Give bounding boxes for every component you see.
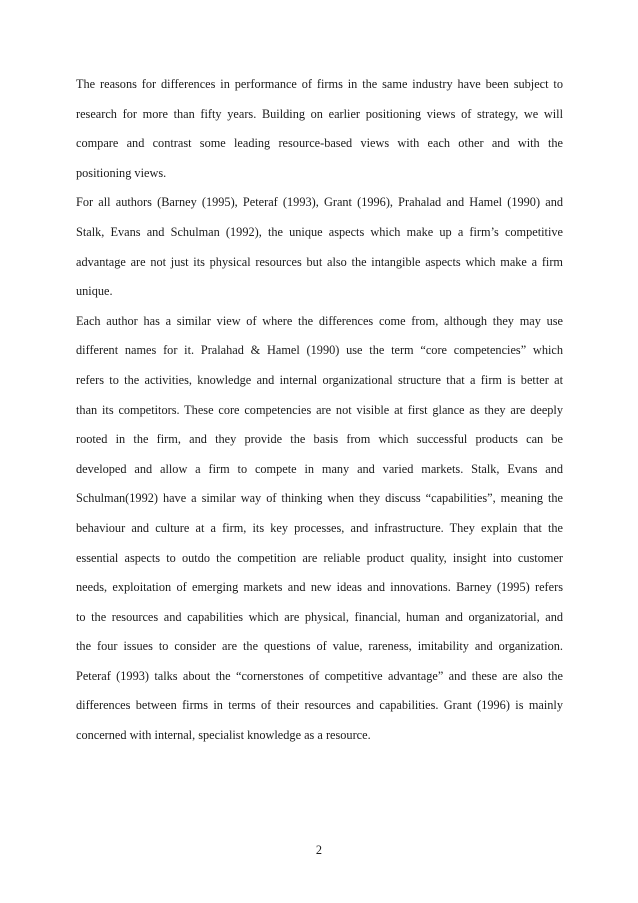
text-line: unique. bbox=[76, 284, 113, 299]
text-line: than its competitors. These core competencies are not visible at first glance as they are deeply bbox=[76, 402, 563, 417]
text-line: developed and allow a firm to compete in many and varied markets. Stalk, Evans and bbox=[76, 461, 563, 476]
text-line: Stalk, Evans and Schulman (1992), the unique aspects which make up a firm’s competitive bbox=[76, 224, 563, 239]
text-line: behaviour and culture at a firm, its key processes, and infrastructure. They explain that the bbox=[76, 520, 563, 535]
text-line: The reasons for differences in performance of firms in the same industry have been subject to bbox=[76, 77, 563, 91]
text-line: concerned with internal, specialist knowledge as a resource. bbox=[76, 728, 371, 743]
body-text bbox=[76, 70, 563, 751]
paragraph-1 bbox=[76, 70, 563, 188]
text-line: For all authors (Barney (1995), Peteraf (1993), Grant (1996), Prahalad and Hamel (1990) and bbox=[76, 195, 563, 210]
text-line: essential aspects to outdo the competition are reliable product quality, insight into customer bbox=[76, 550, 563, 565]
text-line: to the resources and capabilities which are physical, financial, human and organizatorial, and bbox=[76, 609, 563, 624]
text-line: positioning views. bbox=[76, 165, 167, 180]
text-line: needs, exploitation of emerging markets and new ideas and innovations. Barney (1995) refers bbox=[76, 580, 563, 595]
text-line: different names for it. Pralahad & Hamel (1990) use the term “core competencies” which bbox=[76, 343, 563, 358]
text-line: rooted in the firm, and they provide the basis from which successful products can be bbox=[76, 432, 563, 447]
text-line: differences between firms in terms of their resources and capabilities. Grant (1996) is mainly bbox=[76, 698, 563, 713]
text-line: the four issues to consider are the questions of value, rareness, imitability and organization. bbox=[76, 639, 563, 654]
text-line: compare and contrast some leading resource-based views with each other and with the bbox=[76, 136, 563, 151]
text-line: Each author has a similar view of where the differences come from, although they may use bbox=[76, 313, 563, 328]
text-line: research for more than fifty years. Building on earlier positioning views of strategy, we will bbox=[76, 106, 563, 121]
page-number: 2 bbox=[315, 843, 323, 857]
text-line: Schulman(1992) have a similar way of thinking when they discuss “capabilities”, meaning the bbox=[76, 491, 563, 506]
text-line: refers to the activities, knowledge and internal organizational structure that a firm is better at bbox=[76, 372, 563, 387]
text-line: advantage are not just its physical resources but also the intangible aspects which make a firm bbox=[76, 254, 563, 269]
text-line: Peteraf (1993) talks about the “cornerstones of competitive advantage” and these are also the bbox=[76, 668, 563, 683]
paragraph-3 bbox=[76, 307, 563, 751]
paragraph-2 bbox=[76, 188, 563, 306]
